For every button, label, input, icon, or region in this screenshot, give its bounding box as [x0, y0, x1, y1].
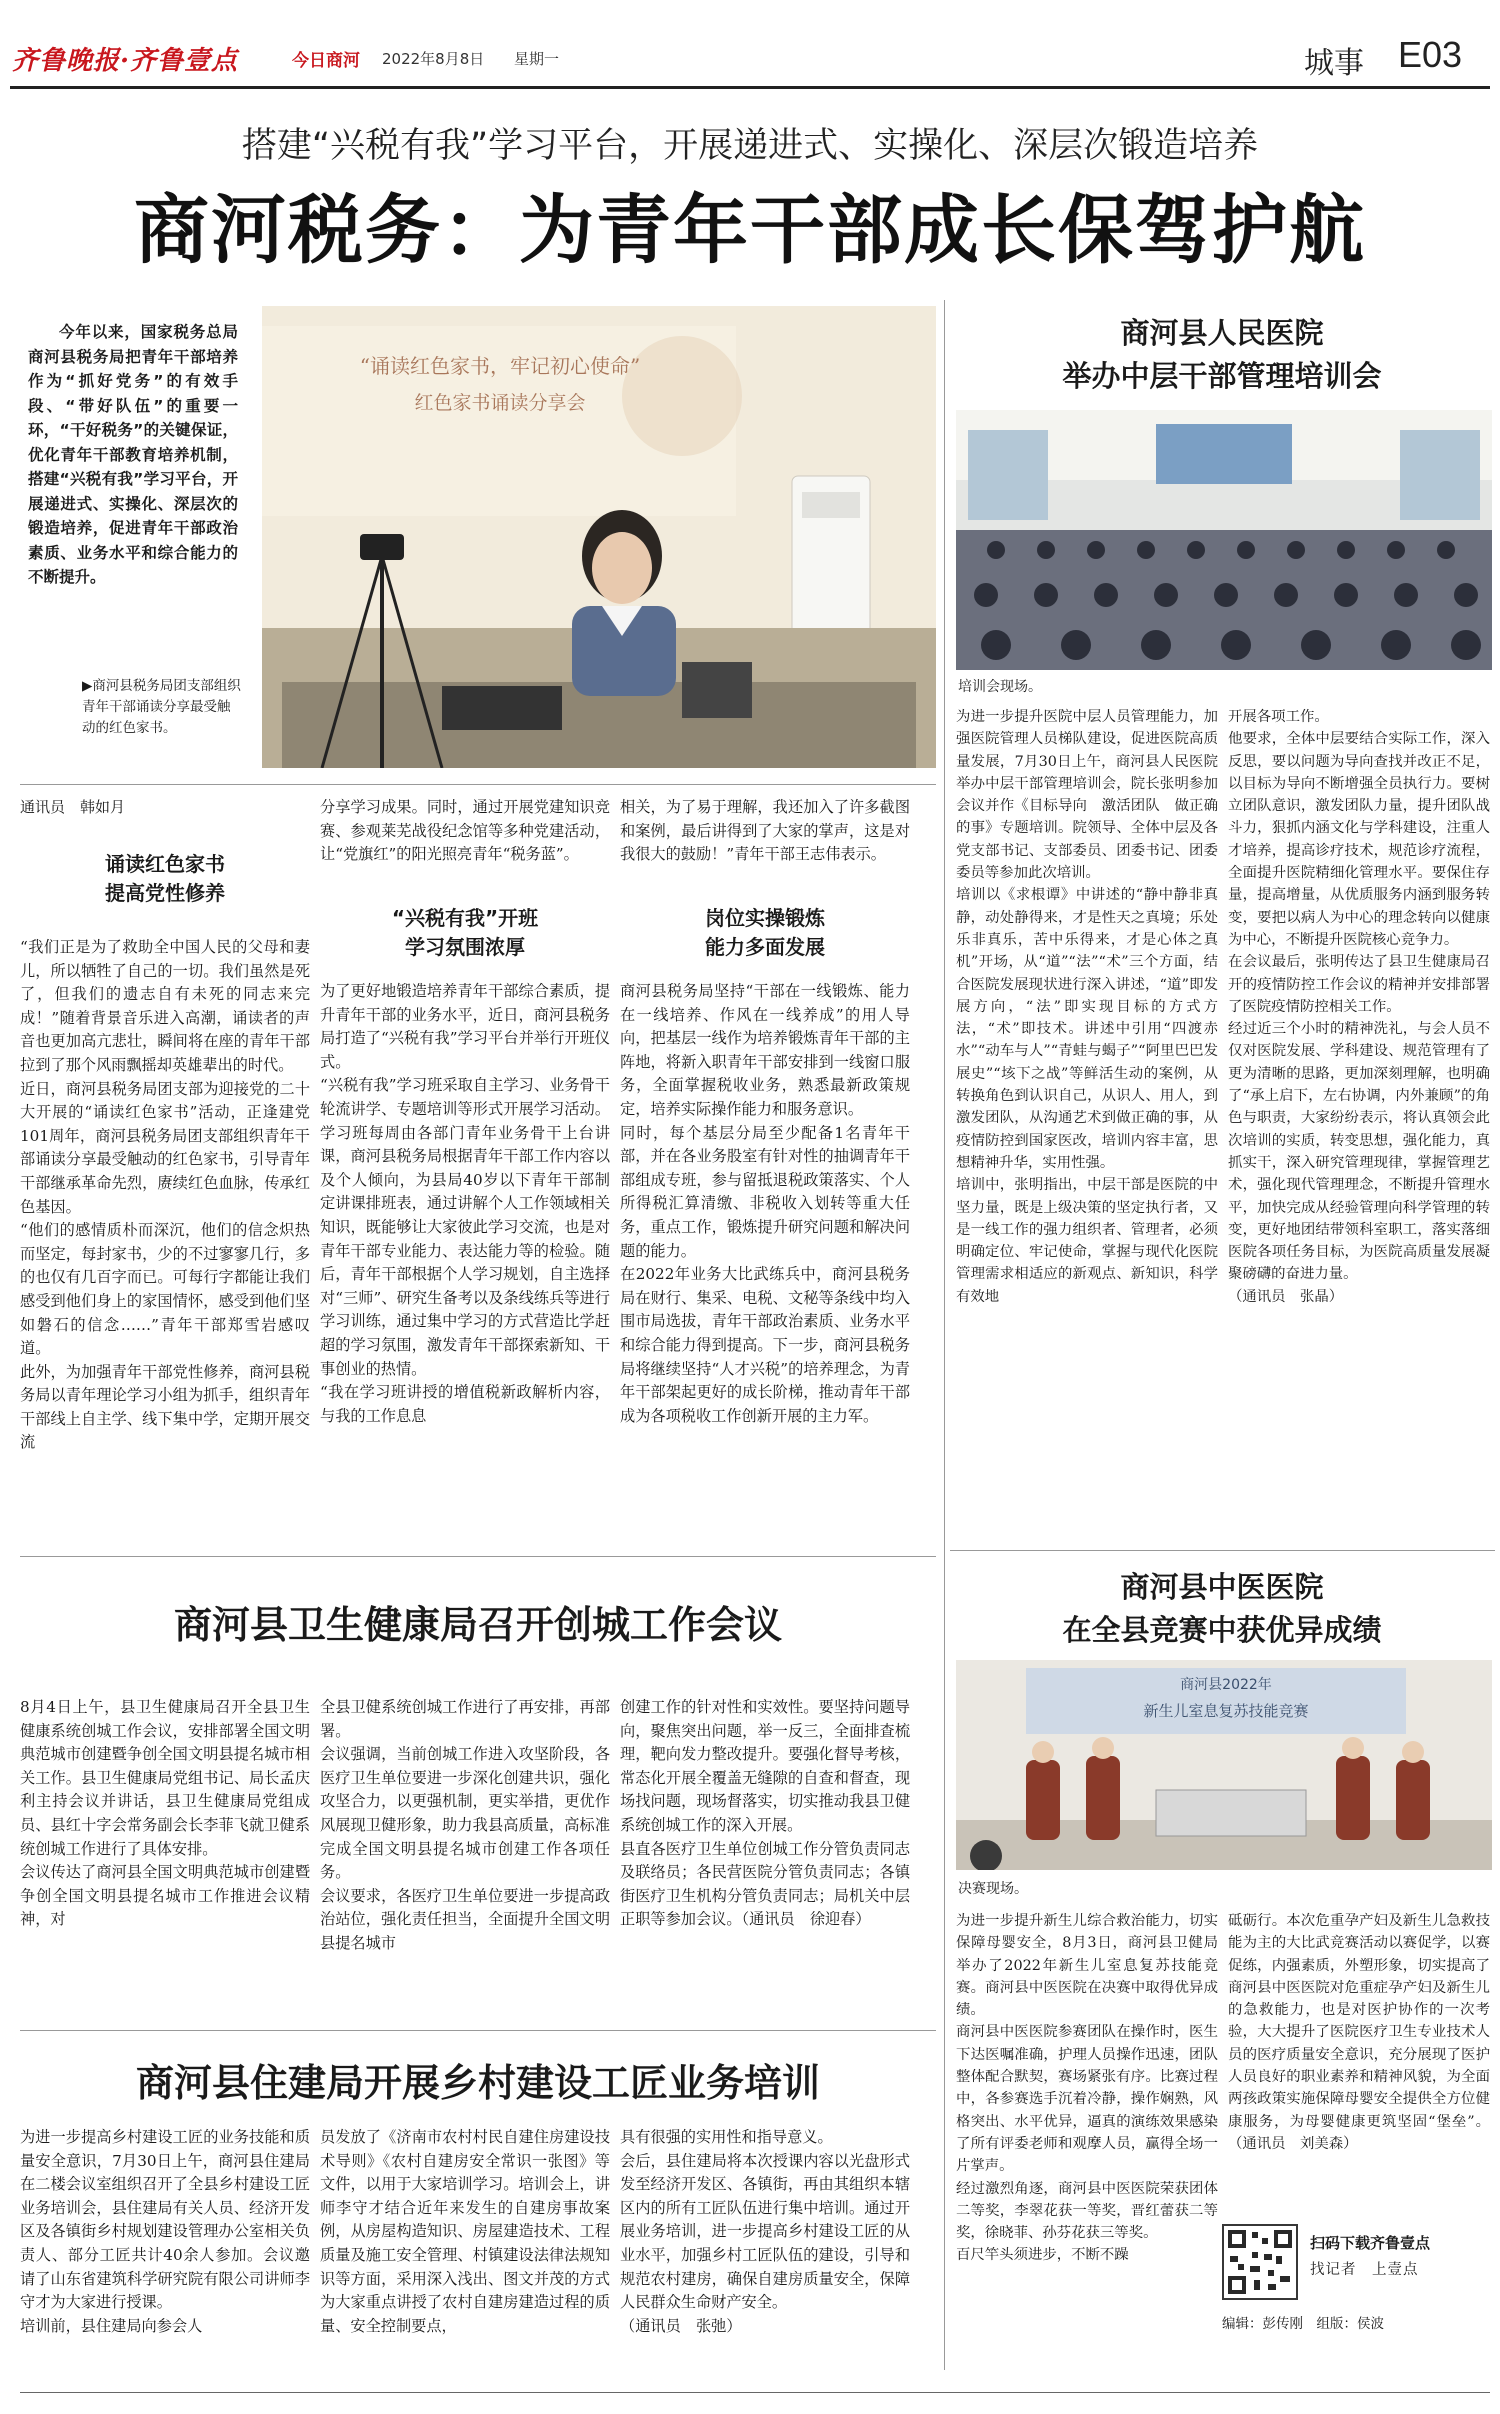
hospital1-photo [956, 410, 1492, 670]
section-name: 城事 [1304, 46, 1364, 81]
issue-weekday: 星期一 [514, 50, 560, 68]
housing-column-a: 为进一步提高乡村建设工匠的业务技能和质量安全意识，7月30日上午，商河县住建局在二楼会议室组织召开了全县乡村建设工匠业务培训会，县住建局有关人员、经济开发区及各镇街乡村规划建设管理办公室相关负责人、部分工匠共计40余人参加。会议邀请了山东省建筑科学研究院有限公司讲师李守才为大家进行授课。 培训前，县住建局向参会人 [20, 2128, 310, 2335]
lead-photo-caption: ▶商河县税务局团支部组织青年干部诵读分享最受触动的红色家书。 [82, 678, 241, 736]
lead-byline: 通讯员 韩如月 [20, 798, 126, 816]
lead-photo [262, 306, 936, 768]
lead-column-3a: 相关，为了易于理解，我还加入了许多截图和案例，最后讲得到了大家的掌声，这是对我很大的鼓励！”青年干部王志伟表示。 [620, 798, 910, 864]
health-headline: 商河县卫生健康局召开创城工作会议 [173, 1603, 782, 1647]
hospital2-photo-banner-line2: 新生儿室息复苏技能竞赛 [1143, 1702, 1309, 1720]
hospital2-column-a: 为进一步提升新生儿综合救治能力，切实保障母婴安全，8月3日，商河县卫健局举办了2022年新生儿室息复苏技能竞赛。商河县中医医院在决赛中取得优异成绩。 商河县中医医院参赛团队在操作时，医生下达医嘱准确，护理人员操作迅速，团队整体配合默契，赛场紧张有序。比赛过程中，各参赛选手沉着冷静，操作娴熟，风格突出、水平优异，逼真的演练效果感染了所有评委老师和观摩人员，赢得全场一片掌声。 经过激烈角逐，商河县中医医院荣获团体二等奖，李翠花获一等奖，晋红蕾获二等奖，徐晓菲、孙芬花获三等奖。 百尺竿头须进步，不断不躁 [956, 1913, 1218, 2264]
paper-logo: 齐鲁晚报·齐鲁壹点 [12, 46, 239, 76]
hospital1-photo-scene [956, 410, 1492, 670]
hospital1-column-b: 开展各项工作。 他要求，全体中层要结合实际工作，深入反思，要以问题为导向查找并改正不足，以目标为导向不断增强全员执行力。要树立团队意识，激发团队力量，提升团队战斗力，狠抓内涵文化与学科建设，注重人才培养，提高诊疗技术，规范诊疗流程，全面提升医院精细化管理水平。要保住存量，提高增量，从优质服务内涵到服务转变，要把以病人为中心的理念转向以健康为中心，不断提升医院核心竞争力。 在会议最后，张明传达了县卫生健康局召开的疫情防控工作会议的精神并安排部署了医院疫情防控相关工作。 经过近三个小时的精神洗礼，与会人员不仅对医院发展、学科建设、规范管理有了更为清晰的思路，更加深刻理解，也明确了“承上启下，左右协调，内外兼顾”的角色与职责，大家纷纷表示，将认真领会此次培训的实质，转变思想，强化能力，真抓实干，深入研究管理现律，掌握管理艺术，强化现代管理理念，不断提升管理水平，加快完成从经验管理向科学管理的转变，更好地团结带领科室职工，落实落细医院各项任务目标，为医院高质量发展凝聚磅礴的奋进力量。 （通讯员 张晶） [1228, 709, 1490, 1305]
hospital2-photo [956, 1660, 1492, 1870]
lead-rule [20, 784, 936, 785]
hospital1-headline: 商河县人民医院 举办中层干部管理培训会 [1062, 316, 1382, 393]
housing-column-b: 员发放了《济南市农村村民自建住房建设技术导则》《农村自建房安全常识一张图》等文件，以用于大家培训学习。培训会上，讲师李守才结合近年来发生的自建房事故案例，从房屋构造知识、房屋建造技术、工程质量及施工安全管理、村镇建设法律法规知识等方面，采用深入浅出、图文并茂的方式为大家重点讲授了农村自建房建造过程的质量、安全控制要点， [320, 2128, 610, 2335]
lead-subhead-3: 岗位实操锻炼 能力多面发展 [705, 906, 825, 959]
qr-sublabel: 找记者 上壹点 [1310, 2262, 1419, 2278]
right-column-divider [944, 300, 945, 2370]
masthead [0, 0, 1500, 92]
health-column-a: 8月4日上午，县卫生健康局召开全县卫生健康系统创城工作会议，安排部署全国文明典范城市创建暨争创全国文明县提名城市相关工作。县卫生健康局党组书记、局长孟庆利主持会议并讲话，县卫生健康局党组成员、县红十字会常务副会长李菲飞就卫健系统创城工作进行了具体安排。 会议传达了商河县全国文明典范城市创建暨争创全国文明县提名城市工作推进会议精神，对 [20, 1698, 310, 1929]
qr-code[interactable] [1222, 2224, 1298, 2300]
housing-headline: 商河县住建局开展乡村建设工匠业务培训 [135, 2061, 820, 2105]
hospital1-caption: 培训会现场。 [958, 679, 1042, 695]
hospital1-column-a: 为进一步提升医院中层人员管理能力，加强医院管理人员梯队建设，促进医院高质量发展，7月30日上午，商河县人民医院举办中层干部管理培训会，院长张明参加会议并作《目标导向 激活团队 做正确的事》专题培训。院领导、全体中层及各党支部书记、支部委员、团委书记、团委委员等参加此次培训。 培训以《求根谭》中讲述的“静中静非真静，动处静得来，才是性天之真境；乐处乐非真乐，苦中乐得来，才是心体之真机”开场，从“道”“法”“术”三个方面，结合医院发展现状进行深入讲述，“道”即发展方向，“法”即实现目标的方式方法，“术”即技术。讲述中引用“四渡赤水”“动车与人”“青蛙与蝎子”“阿里巴巴发展史”“垓下之战”等鲜活生动的案例，从转换角色到认识自己，从识人、用人，到激发团队，从沟通艺术到做正确的事，从疫情防控到国家医改，培训内容丰富，思想精神升华，实用性强。 培训中，张明指出，中层干部是医院的中坚力量，既是上级决策的坚定执行者，又是一线工作的强力组织者、管理者，必须明确定位、牢记使命，掌握与现代化医院管理需求相适应的新观点、新知识，科学有效地 [956, 709, 1218, 1305]
housing-top-rule [20, 2030, 936, 2031]
lead-subhead-2: “兴税有我”开班 学习氛围浓厚 [391, 906, 539, 959]
lead-photo-banner-line2: 红色家书诵读分享会 [414, 392, 586, 414]
footer-editor: 编辑：彭传刚 组版：侯波 [1222, 2316, 1384, 2332]
lead-column-2a: 分享学习成果。同时，通过开展党建知识竞赛、参观莱芜战役纪念馆等多种党建活动，让“党旗红”的阳光照亮青年“税务蓝”。 [320, 798, 610, 864]
health-column-b: 全县卫健系统创城工作进行了再安排，再部署。 会议强调，当前创城工作进入攻坚阶段，各医疗卫生单位要进一步深化创建共识，强化攻坚合力，以更强机制，更实举措，更优作风展现卫健形象，助力我县高质量，高标准完成全国文明县提名城市创建工作各项任务。 会议要求，各医疗卫生单位要进一步提高政治站位，强化责任担当，全面提升全国文明县提名城市 [320, 1698, 610, 1952]
lead-column-1: “我们正是为了救助全中国人民的父母和妻儿，所以牺牲了自己的一切。我们虽然是死了，但我们的遗志自有未死的同志来完成！”随着背景音乐进入高潮，诵读者的声音也更加高亢悲壮，瞬间将在座的青年干部拉到了那个风雨飘摇却英雄辈出的时代。 近日，商河县税务局团支部为迎接党的二十大开展的“诵读红色家书”活动，正逢建党101周年，商河县税务局团支部组织青年干部诵读分享最受触动的红色家书，引导青年干部继承革命先烈，赓续红色血脉，传承红色基因。 “他们的感情质朴而深沉，他们的信念炽热而坚定，每封家书，少的不过寥寥几行，多的也仅有几百字而已。可每行字都能让我们感受到他们身上的家国情怀，感受到他们坚如磐石的信念……”青年干部郑雪岩感叹道。 此外，为加强青年干部党性修养，商河县税务局以青年理论学习小组为抓手，组织青年干部线上自主学、线下集中学，定期开展交流 [20, 938, 310, 1452]
masthead-rule [10, 86, 1490, 89]
page-number: E03 [1398, 34, 1463, 75]
health-top-rule [20, 1556, 936, 1557]
hospital2-headline: 商河县中医医院 在全县竞赛中获优异成绩 [1062, 1570, 1382, 1647]
issue-date: 2022年8月8日 [382, 50, 485, 68]
lead-intro: 今年以来，国家税务总局商河县税务局把青年干部培养作为“抓好党务”的有效手段、“带好队伍”的重要一环，“干好税务”的关键保证，优化青年干部教育培养机制，搭建“兴税有我”学习平台，开展递进式、实操化、深层次的锻造培养，促进青年干部政治素质、业务水平和综合能力的不断提升。 [28, 323, 238, 586]
qr-label: 扫码下载齐鲁壹点 [1310, 2234, 1431, 2252]
health-column-c: 创建工作的针对性和实效性。要坚持问题导向，聚焦突出问题，举一反三，全面排查梳理，靶向发力整改提升。要强化督导考核，常态化开展全覆盖无缝隙的自查和督查，现场找问题，现场督落实，切实推动我县卫健系统创城工作的深入开展。 县直各医疗卫生单位创城工作分管负责同志及联络员；各民营医院分管负责同志；各镇街医疗卫生机构分管负责同志；局机关中层正职等参加会议。（通讯员 徐迎春） [620, 1698, 910, 1929]
hospital1-rule [950, 1550, 1495, 1551]
hospital2-caption: 决赛现场。 [958, 1881, 1028, 1897]
hospital2-photo-banner-line1: 商河县2022年 [1180, 1677, 1272, 1693]
footer-rule [20, 2392, 1490, 2393]
housing-column-c: 具有很强的实用性和指导意义。 会后，县住建局将本次授课内容以光盘形式发至经济开发区、各镇街，再由其组织本辖区内的所有工匠队伍进行集中培训。通过开展业务培训，进一步提高乡村建设工匠的从业水平，加强乡村工匠队伍的建设，引导和规范农村建房，确保自建房质量安全，保障人民群众生命财产安全。 （通讯员 张弛） [620, 2128, 910, 2335]
lead-subhead-1: 诵读红色家书 提高党性修养 [105, 852, 225, 905]
hospital2-column-b: 砥砺行。本次危重孕产妇及新生儿急救技能为主的大比武竞赛活动以赛促学，以赛促练，内强素质，外塑形象，切实提高了商河县中医医院对危重症孕产妇及新生儿的急救能力，也是对医护协作的一次考验，大大提升了医院医疗卫生专业技术人员的医疗质量安全意识，充分展现了医护人员良好的职业素养和精神风貌，为全面两孩政策实施保障母婴安全提供全方位健康服务，为母婴健康更筑坚固“堡垒”。（通讯员 刘美森） [1228, 1913, 1490, 2152]
section-tag: 今日商河 [292, 51, 360, 71]
lead-column-3b: 商河县税务局坚持“干部在一线锻炼、能力在一线培养、作风在一线养成”的用人导向，把基层一线作为培养锻炼青年干部的主阵地，将新入职青年干部安排到一线窗口服务，全面掌握税收业务，熟悉最新政策规定，培养实际操作能力和服务意识。 同时，每个基层分局至少配备1名青年干部，并在各业务股室有针对性的抽调青年干部组成专班，参与留抵退税政策落实、个人所得税汇算清缴、非税收入划转等重大任务，重点工作，锻炼提升研究问题和解决问题的能力。 在2022年业务大比武练兵中，商河县税务局在财行、集采、电税、文秘等条线中均入围市局选拔，青年干部政治素质、业务水平和综合能力得到提高。下一步，商河县税务局将继续坚持“人才兴税”的培养理念，为青年干部架起更好的成长阶梯，推动青年干部成为各项税收工作创新开展的主力军。 [620, 982, 910, 1425]
qr-code-icon [1224, 2226, 1296, 2298]
lead-kicker: 搭建“兴税有我”学习平台，开展递进式、实操化、深层次锻造培养 [241, 126, 1259, 166]
lead-photo-banner-line1: “诵读红色家书，牢记初心使命” [359, 354, 641, 378]
lead-headline: 商河税务：为青年干部成长保驾护航 [133, 186, 1366, 274]
lead-column-2b: 为了更好地锻造培养青年干部综合素质，提升青年干部的业务水平，近日，商河县税务局打造了“兴税有我”学习平台并举行开班仪式。 “兴税有我”学习班采取自主学习、业务骨干轮流讲学、专题培训等形式开展学习活动。学习班每周由各部门青年业务骨干上台讲课，商河县税务局根据青年干部工作内容以及个人倾向，为县局40岁以下青年干部制定讲课排班表，通过讲解个人工作领域相关知识，既能够让大家彼此学习交流，也是对青年干部专业能力、表达能力等的检验。随后，青年干部根据个人学习规划，自主选择对“三师”、研究生备考以及条线练兵等进行学习训练，通过集中学习的方式营造比学赶超的学习氛围，激发青年干部探索新知、干事创业的热情。 “我在学习班讲授的增值税新政解析内容，与我的工作息息 [320, 982, 610, 1425]
